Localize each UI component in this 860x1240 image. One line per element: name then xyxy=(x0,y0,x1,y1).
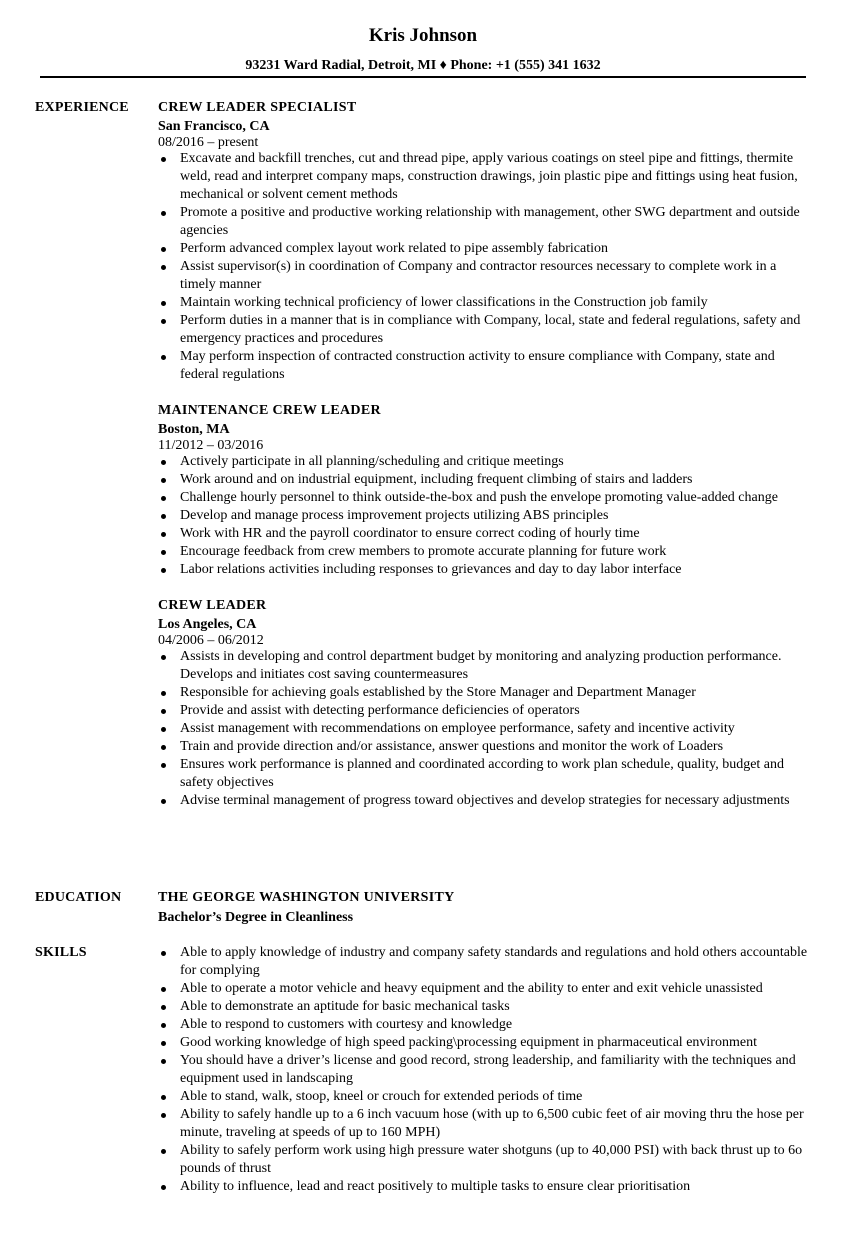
job-dates: 11/2012 – 03/2016 xyxy=(158,438,264,453)
contact-line: 93231 Ward Radial, Detroit, MI ♦ Phone: +1 (555) 341 1632 xyxy=(245,58,601,73)
bullet-icon xyxy=(161,355,166,360)
skill-text: Able to respond to customers with courtesy and knowledge xyxy=(180,1017,513,1032)
section-label-education: EDUCATION xyxy=(35,890,122,905)
skill-item xyxy=(158,1178,808,1196)
job-entry xyxy=(158,99,808,384)
bullet-icon xyxy=(161,691,166,696)
bullet-icon xyxy=(161,727,166,732)
skills-list-container xyxy=(158,944,808,1196)
duty-item xyxy=(158,561,808,579)
duty-text: Labor relations activities including responses to grievances and day to day labor interface xyxy=(180,562,682,577)
duty-item xyxy=(158,684,808,702)
bullet-icon xyxy=(161,745,166,750)
duty-item xyxy=(158,294,808,312)
duty-text: Work around and on industrial equipment, including frequent climbing of stairs and ladders xyxy=(180,472,693,487)
school-name: THE GEORGE WASHINGTON UNIVERSITY xyxy=(158,890,455,905)
job-dates: 04/2006 – 06/2012 xyxy=(158,633,264,648)
job-duties xyxy=(158,453,808,579)
skill-text: Ability to influence, lead and react positively to multiple tasks to ensure clear prioritisation xyxy=(180,1179,691,1194)
duty-item xyxy=(158,720,808,738)
bullet-icon xyxy=(161,478,166,483)
bullet-icon xyxy=(161,568,166,573)
bullet-icon xyxy=(161,550,166,555)
degree-name: Bachelor’s Degree in Cleanliness xyxy=(158,910,354,925)
candidate-name: Kris Johnson xyxy=(368,25,478,46)
duty-item xyxy=(158,471,808,489)
duty-text: Perform duties in a manner that is in compliance with Company, local, state and federal regulations, safety and emergency practices and procedures xyxy=(180,313,801,346)
bullet-icon xyxy=(161,1095,166,1100)
skill-text: You should have a driver’s license and good record, strong leadership, and familiarity with the techniques and equipment used in landscaping xyxy=(180,1053,796,1086)
duty-text: Responsible for achieving goals established by the Store Manager and Department Manager xyxy=(180,685,696,700)
duty-item xyxy=(158,150,808,204)
education-entry xyxy=(158,889,808,927)
duty-item xyxy=(158,702,808,720)
skill-item xyxy=(158,1016,808,1034)
skill-item xyxy=(158,998,808,1016)
bullet-icon xyxy=(161,157,166,162)
duty-item xyxy=(158,489,808,507)
duty-item xyxy=(158,453,808,471)
skill-text: Able to operate a motor vehicle and heavy equipment and the ability to enter and exit vehicle unassisted xyxy=(180,981,763,996)
bullet-icon xyxy=(161,987,166,992)
job-location: San Francisco, CA xyxy=(158,119,270,134)
experience-list xyxy=(158,99,808,828)
duty-item xyxy=(158,204,808,240)
duty-text: Work with HR and the payroll coordinator to ensure correct coding of hourly time xyxy=(180,526,640,541)
bullet-icon xyxy=(161,1113,166,1118)
bullet-icon xyxy=(161,1059,166,1064)
skill-item xyxy=(158,1142,808,1178)
duty-text: Assist supervisor(s) in coordination of Company and contractor resources necessary to complete work in a timely manner xyxy=(180,259,777,292)
bullet-icon xyxy=(161,247,166,252)
bullet-icon xyxy=(161,1005,166,1010)
bullet-icon xyxy=(161,709,166,714)
job-title: CREW LEADER SPECIALIST xyxy=(158,100,357,115)
duty-item xyxy=(158,312,808,348)
job-location: Los Angeles, CA xyxy=(158,617,257,632)
bullet-icon xyxy=(161,301,166,306)
job-location: Boston, MA xyxy=(158,422,230,437)
duty-text: Excavate and backfill trenches, cut and thread pipe, apply various coatings on steel pipe and fittings, thermite weld, read and interpret company maps, construction drawings, join plastic pipe and fittings using heat fusion, mechanical or solvent cement methods xyxy=(180,151,798,202)
bullet-icon xyxy=(161,265,166,270)
duty-text: Assists in developing and control department budget by monitoring and analyzing production performance. Develops and initiates cost saving countermeasures xyxy=(180,649,782,682)
duty-text: Encourage feedback from crew members to promote accurate planning for future work xyxy=(180,544,667,559)
duty-text: Challenge hourly personnel to think outside-the-box and push the envelope promoting value-added change xyxy=(180,490,778,505)
skill-item xyxy=(158,944,808,980)
skill-text: Able to stand, walk, stoop, kneel or crouch for extended periods of time xyxy=(180,1089,583,1104)
duty-item xyxy=(158,240,808,258)
bullet-icon xyxy=(161,211,166,216)
bullet-icon xyxy=(161,1185,166,1190)
resume-header xyxy=(40,24,806,75)
bullet-icon xyxy=(161,1023,166,1028)
duty-text: May perform inspection of contracted construction activity to ensure compliance with Company, state and federal regulations xyxy=(180,349,775,382)
duty-text: Perform advanced complex layout work related to pipe assembly fabrication xyxy=(180,241,609,256)
bullet-icon xyxy=(161,1149,166,1154)
skill-item xyxy=(158,1106,808,1142)
skill-text: Good working knowledge of high speed packing\processing equipment in pharmaceutical environment xyxy=(180,1035,757,1050)
bullet-icon xyxy=(161,532,166,537)
job-title: CREW LEADER xyxy=(158,598,267,613)
skill-item xyxy=(158,1034,808,1052)
duty-text: Assist management with recommendations on employee performance, safety and incentive activity xyxy=(180,721,735,736)
job-title: MAINTENANCE CREW LEADER xyxy=(158,403,381,418)
duty-item xyxy=(158,792,808,810)
job-duties xyxy=(158,150,808,384)
header-divider xyxy=(40,76,806,78)
bullet-icon xyxy=(161,763,166,768)
duty-text: Promote a positive and productive working relationship with management, other SWG department and outside agencies xyxy=(180,205,800,238)
duty-item xyxy=(158,756,808,792)
duty-item xyxy=(158,258,808,294)
skill-text: Ability to safely perform work using high pressure water shotguns (up to 40,000 PSI) with back thrust up to 6o pounds of thrust xyxy=(180,1143,803,1176)
duty-text: Train and provide direction and/or assistance, answer questions and monitor the work of Loaders xyxy=(180,739,724,754)
bullet-icon xyxy=(161,319,166,324)
skills-list xyxy=(158,944,808,1196)
duty-item xyxy=(158,738,808,756)
duty-item xyxy=(158,507,808,525)
section-label-experience: EXPERIENCE xyxy=(35,100,129,115)
duty-text: Ensures work performance is planned and coordinated according to work plan schedule, quality, budget and safety objectives xyxy=(180,757,785,790)
duty-item xyxy=(158,525,808,543)
duty-text: Provide and assist with detecting performance deficiencies of operators xyxy=(180,703,580,718)
bullet-icon xyxy=(161,1041,166,1046)
duty-text: Maintain working technical proficiency of lower classifications in the Construction job family xyxy=(180,295,708,310)
skill-item xyxy=(158,980,808,998)
duty-text: Advise terminal management of progress toward objectives and develop strategies for necessary adjustments xyxy=(180,793,790,808)
bullet-icon xyxy=(161,951,166,956)
bullet-icon xyxy=(161,496,166,501)
job-entry xyxy=(158,597,808,810)
skill-item xyxy=(158,1052,808,1088)
bullet-icon xyxy=(161,799,166,804)
skill-text: Able to demonstrate an aptitude for basic mechanical tasks xyxy=(180,999,510,1014)
skill-item xyxy=(158,1088,808,1106)
duty-text: Develop and manage process improvement projects utilizing ABS principles xyxy=(180,508,609,523)
job-duties xyxy=(158,648,808,810)
skill-text: Ability to safely handle up to a 6 inch vacuum hose (with up to 6,500 cubic feet of air moving thru the hose per minute, traveling at speeds of up to 160 MPH) xyxy=(180,1107,804,1140)
duty-text: Actively participate in all planning/scheduling and critique meetings xyxy=(180,454,564,469)
job-dates: 08/2016 – present xyxy=(158,135,259,150)
bullet-icon xyxy=(161,655,166,660)
job-entry xyxy=(158,402,808,579)
bullet-icon xyxy=(161,514,166,519)
duty-item xyxy=(158,348,808,384)
duty-item xyxy=(158,543,808,561)
duty-item xyxy=(158,648,808,684)
bullet-icon xyxy=(161,460,166,465)
section-label-skills: SKILLS xyxy=(35,945,87,960)
skill-text: Able to apply knowledge of industry and company safety standards and regulations and hold others accountable for complying xyxy=(180,945,808,978)
